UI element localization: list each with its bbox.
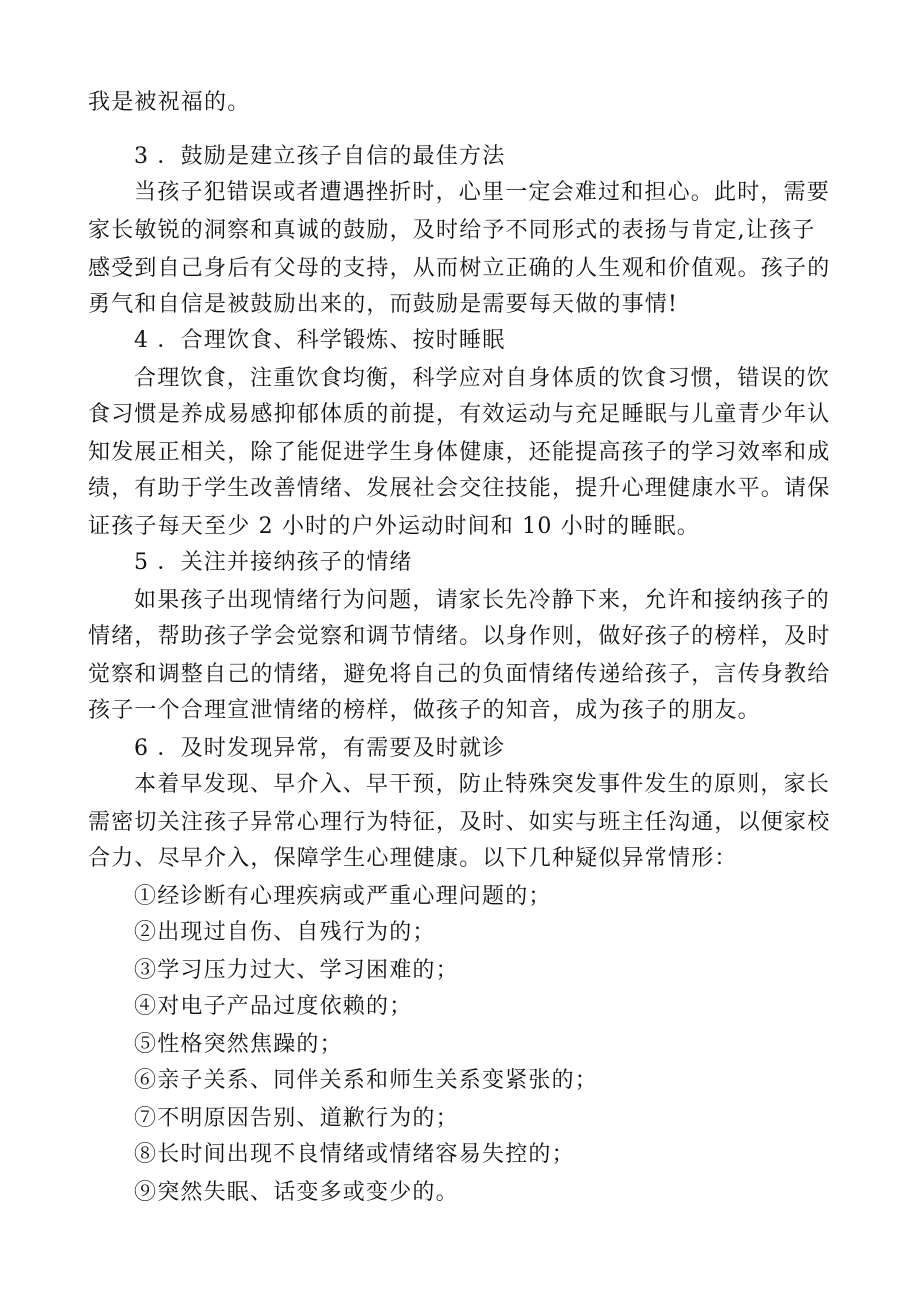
list-item: ④对电子产品过度依赖的； [134,994,413,1019]
paragraph-line: 情绪，帮助孩子学会觉察和调节情绪。以身作则，做好孩子的榜样，及时 [88,624,831,649]
paragraph-line: 合力、尽早介入，保障学生心理健康。以下几种疑似异常情形： [88,846,738,871]
paragraph-line: 食习惯是养成易感抑郁体质的前提，有效运动与充足睡眠与儿童青少年认 [88,402,831,427]
list-item: ⑦不明原因告别、道歉行为的； [134,1106,459,1131]
paragraph-line: 家长敏锐的洞察和真诚的鼓励，及时给予不同形式的表扬与肯定,让孩子 [88,218,816,243]
paragraph-line: 本着早发现、早介入、早干预，防止特殊突发事件发生的原则，家长 [134,772,831,797]
list-item: ⑥亲子关系、同伴关系和师生关系变紧张的； [134,1068,599,1093]
section-heading-3: 3 ．鼓励是建立孩子自信的最佳方法 [134,144,506,169]
section-heading-4: 4 ．合理饮食、科学锻炼、按时睡眠 [134,328,506,353]
paragraph-line: 合理饮食，注重饮食均衡，科学应对自身体质的饮食习惯，错误的饮 [134,366,831,391]
section-heading-5: 5 ．关注并接纳孩子的情绪 [134,550,413,575]
paragraph-line: 孩子一个合理宣泄情绪的榜样，做孩子的知音，成为孩子的朋友。 [88,698,761,723]
list-item: ③学习压力过大、学习困难的； [134,958,459,983]
paragraph-line: 如果孩子出现情绪行为问题，请家长先冷静下来，允许和接纳孩子的 [134,588,831,613]
list-item: ⑤性格突然焦躁的； [134,1032,343,1057]
paragraph-line: 需密切关注孩子异常心理行为特征，及时、如实与班主任沟通，以便家校 [88,810,831,835]
list-item: ②出现过自伤、自残行为的； [134,920,436,945]
list-item: ⑨突然失眠、话变多或变少的。 [134,1180,459,1205]
paragraph-line: 绩，有助于学生改善情绪、发展社会交往技能，提升心理健康水平。请保 [88,476,831,501]
paragraph-line: 勇气和自信是被鼓励出来的，而鼓励是需要每天做的事情! [88,292,679,317]
list-item: ①经诊断有心理疾病或严重心理问题的； [134,884,552,909]
paragraph-line: 觉察和调整自己的情绪，避免将自己的负面情绪传递给孩子，言传身教给 [88,662,831,687]
section-heading-6: 6 ．及时发现异常，有需要及时就诊 [134,736,506,761]
paragraph-line: 我是被祝福的。 [88,90,251,115]
paragraph-line: 证孩子每天至少 2 小时的户外运动时间和 10 小时的睡眠。 [88,514,700,539]
paragraph-line: 感受到自己身后有父母的支持，从而树立正确的人生观和价值观。孩子的 [88,256,831,281]
paragraph-line: 知发展正相关，除了能促进学生身体健康，还能提高孩子的学习效率和成 [88,440,831,465]
paragraph-line: 当孩子犯错误或者遭遇挫折时，心里一定会难过和担心。此时，需要 [134,180,831,205]
list-item: ⑧长时间出现不良情绪或情绪容易失控的； [134,1142,575,1167]
